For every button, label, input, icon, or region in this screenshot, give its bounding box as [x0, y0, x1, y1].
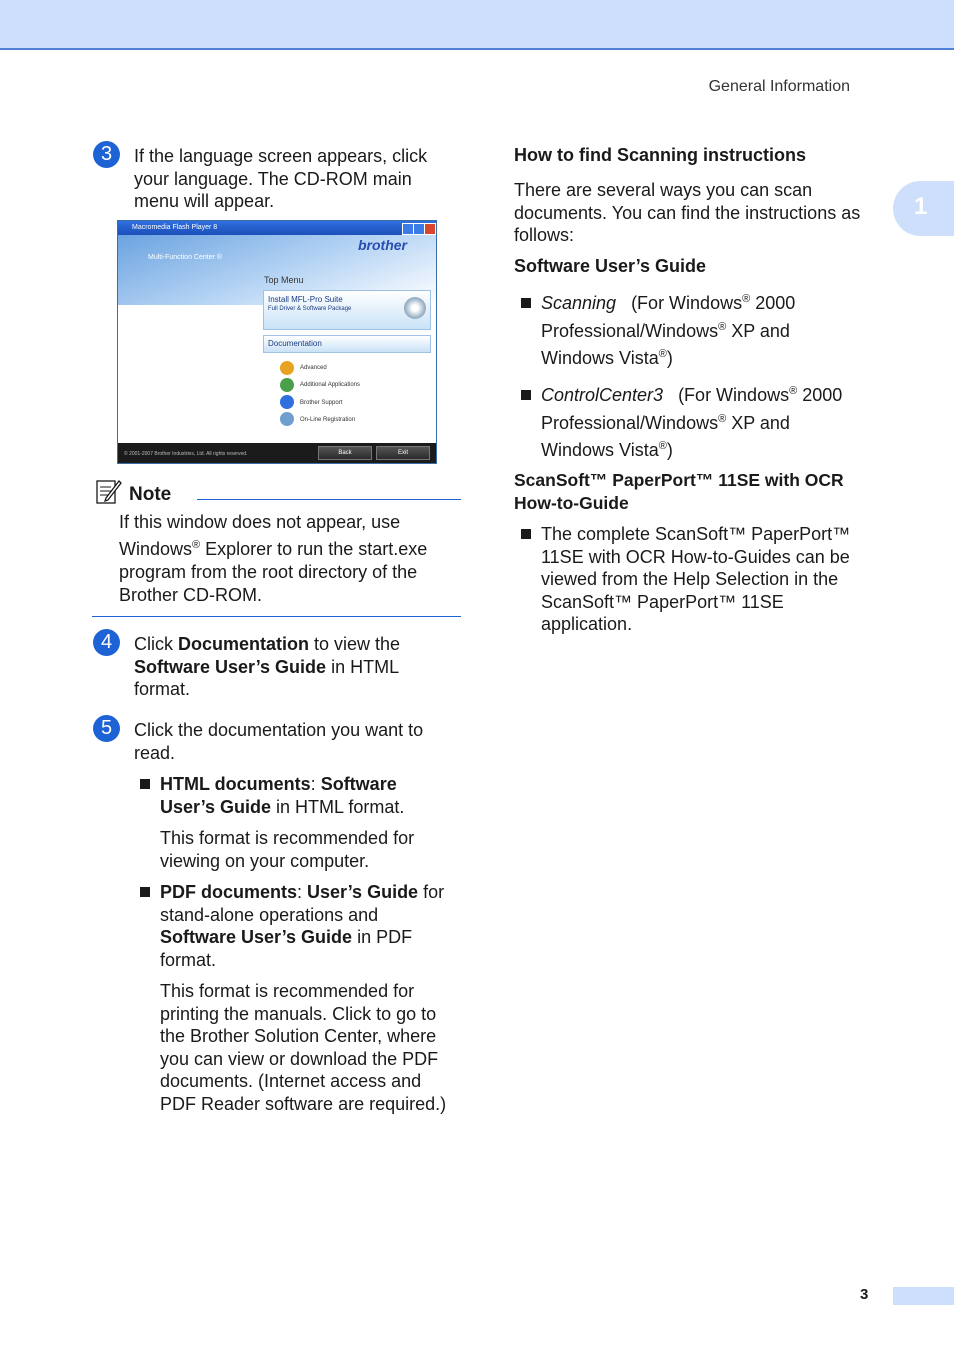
text-line: Brother CD-ROM. — [119, 585, 263, 605]
text-line: your language. The CD-ROM main — [134, 168, 412, 189]
text-line: Professional/Windows® XP and — [541, 320, 790, 341]
close-icon — [424, 223, 436, 235]
page-tab — [893, 1287, 954, 1305]
sub-item-online-registration: On-Line Registration — [300, 417, 356, 423]
text-line: ScanSoft™ PaperPort™ 11SE — [541, 591, 784, 612]
sub-item-advanced: Advanced — [300, 365, 327, 371]
note-divider-bottom — [92, 616, 461, 617]
bullet-square — [521, 298, 531, 308]
install-mfl-pro-button — [263, 290, 431, 330]
copyright: © 2001-2007 Brother Industries, Ltd. All rights reserved. — [124, 451, 248, 457]
bullet-square — [521, 529, 531, 539]
banner-label: Multi-Function Center ® — [148, 254, 223, 261]
text-line: ScanSoft™ PaperPort™ 11SE with OCR — [514, 470, 844, 490]
cd-icon — [404, 297, 426, 319]
text-line: Software User’s Guide in PDF — [160, 927, 413, 947]
text-line: If the language screen appears, click — [134, 146, 428, 166]
menu-footer — [118, 443, 436, 463]
window-title: Macromedia Flash Player 8 — [132, 224, 218, 231]
window-titlebar — [118, 221, 436, 235]
step-3-number: 3 — [93, 141, 120, 168]
text-line: the Brother Solution Center, where — [160, 1026, 437, 1046]
step-5-number: 5 — [93, 715, 120, 742]
text-line: HTML documents: Software — [160, 774, 397, 794]
top-menu-label: Top Menu — [264, 275, 304, 285]
text-line: Windows Vista®) — [541, 348, 673, 368]
step-5-text — [134, 719, 423, 764]
text-line: This format is recommended for — [160, 981, 415, 1001]
gear-icon — [280, 361, 294, 375]
text-line: menu will appear. — [134, 191, 275, 211]
text-line: User’s Guide in HTML format. — [160, 796, 405, 817]
bullet-square — [140, 779, 150, 789]
exit-button: Exit — [376, 446, 430, 460]
section-heading: How to find Scanning instructions — [514, 145, 806, 165]
text-line: application. — [541, 614, 633, 634]
subheading-software-users-guide: Software User’s Guide — [514, 256, 707, 276]
step-3-text — [134, 145, 427, 213]
brand-logo: brother — [358, 237, 407, 253]
page-number: 3 — [860, 1286, 869, 1303]
text-line: Windows® Explorer to run the start.exe — [119, 539, 428, 559]
documentation-button — [263, 335, 431, 353]
text-line: Software User’s Guide in HTML — [134, 656, 400, 677]
text-line: ControlCenter3 (For Windows® 2000 — [541, 385, 843, 405]
note-label: Note — [129, 484, 172, 505]
text-line: Windows Vista®) — [541, 440, 673, 460]
text-line: There are several ways you can scan — [514, 180, 813, 200]
text-line: documents. You can find the instructions as — [514, 202, 861, 223]
text-line: If this window does not appear, use — [119, 512, 401, 532]
bullet-square — [521, 390, 531, 400]
text-line: documents. (Internet access and — [160, 1071, 422, 1091]
text-line: Scanning (For Windows® 2000 — [541, 293, 796, 313]
documentation-label: Documentation — [268, 339, 322, 348]
text-line: stand-alone operations and — [160, 904, 379, 925]
text-line: program from the root directory of the — [119, 562, 418, 582]
step-4-number: 4 — [93, 629, 120, 656]
cd-rom-menu-screenshot — [117, 220, 437, 464]
text-line: you can view or download the PDF — [160, 1048, 439, 1069]
text-line: printing the manuals. Click to go to — [160, 1003, 437, 1024]
registration-icon — [280, 412, 294, 426]
text-line: PDF Reader software are required.) — [160, 1093, 447, 1114]
back-button: Back — [318, 446, 372, 460]
top-header-bar — [0, 0, 954, 50]
note-divider-top — [197, 499, 461, 500]
sub-item-additional-applications: Additional Applications — [300, 382, 361, 388]
text-line: This format is recommended for — [160, 828, 415, 848]
text-line: format. — [134, 679, 191, 699]
text-line: viewed from the Help Selection in the — [541, 569, 839, 589]
step-4-text — [134, 633, 400, 701]
note-body — [119, 511, 427, 607]
chapter-number: 1 — [914, 193, 928, 220]
bullet-square — [140, 887, 150, 897]
applications-icon — [280, 378, 294, 392]
text-line: viewing on your computer. — [160, 850, 370, 871]
text-line: 11SE with OCR How-to-Guides can be — [541, 546, 850, 567]
text-line: Click the documentation you want to — [134, 720, 424, 740]
text-line: Click Documentation to view the — [134, 634, 401, 654]
subheading-paperport — [514, 469, 844, 514]
sub-item-brother-support: Brother Support — [300, 400, 343, 406]
chapter-tab — [893, 181, 954, 236]
install-title: Install MFL-Pro Suite — [268, 295, 343, 304]
text-line: follows: — [514, 225, 575, 245]
text-line: read. — [134, 742, 176, 763]
install-subtitle: Full Driver & Software Package — [268, 306, 352, 312]
text-line: Professional/Windows® XP and — [541, 412, 790, 433]
running-head: General Information — [708, 78, 850, 95]
support-icon — [280, 395, 294, 409]
text-line: How-to-Guide — [514, 492, 629, 513]
note-pencil-icon — [96, 478, 122, 504]
text-line: format. — [160, 949, 217, 970]
text-line: The complete ScanSoft™ PaperPort™ — [541, 524, 851, 544]
section-intro — [514, 179, 884, 247]
text-line: PDF documents: User’s Guide for — [160, 882, 445, 902]
